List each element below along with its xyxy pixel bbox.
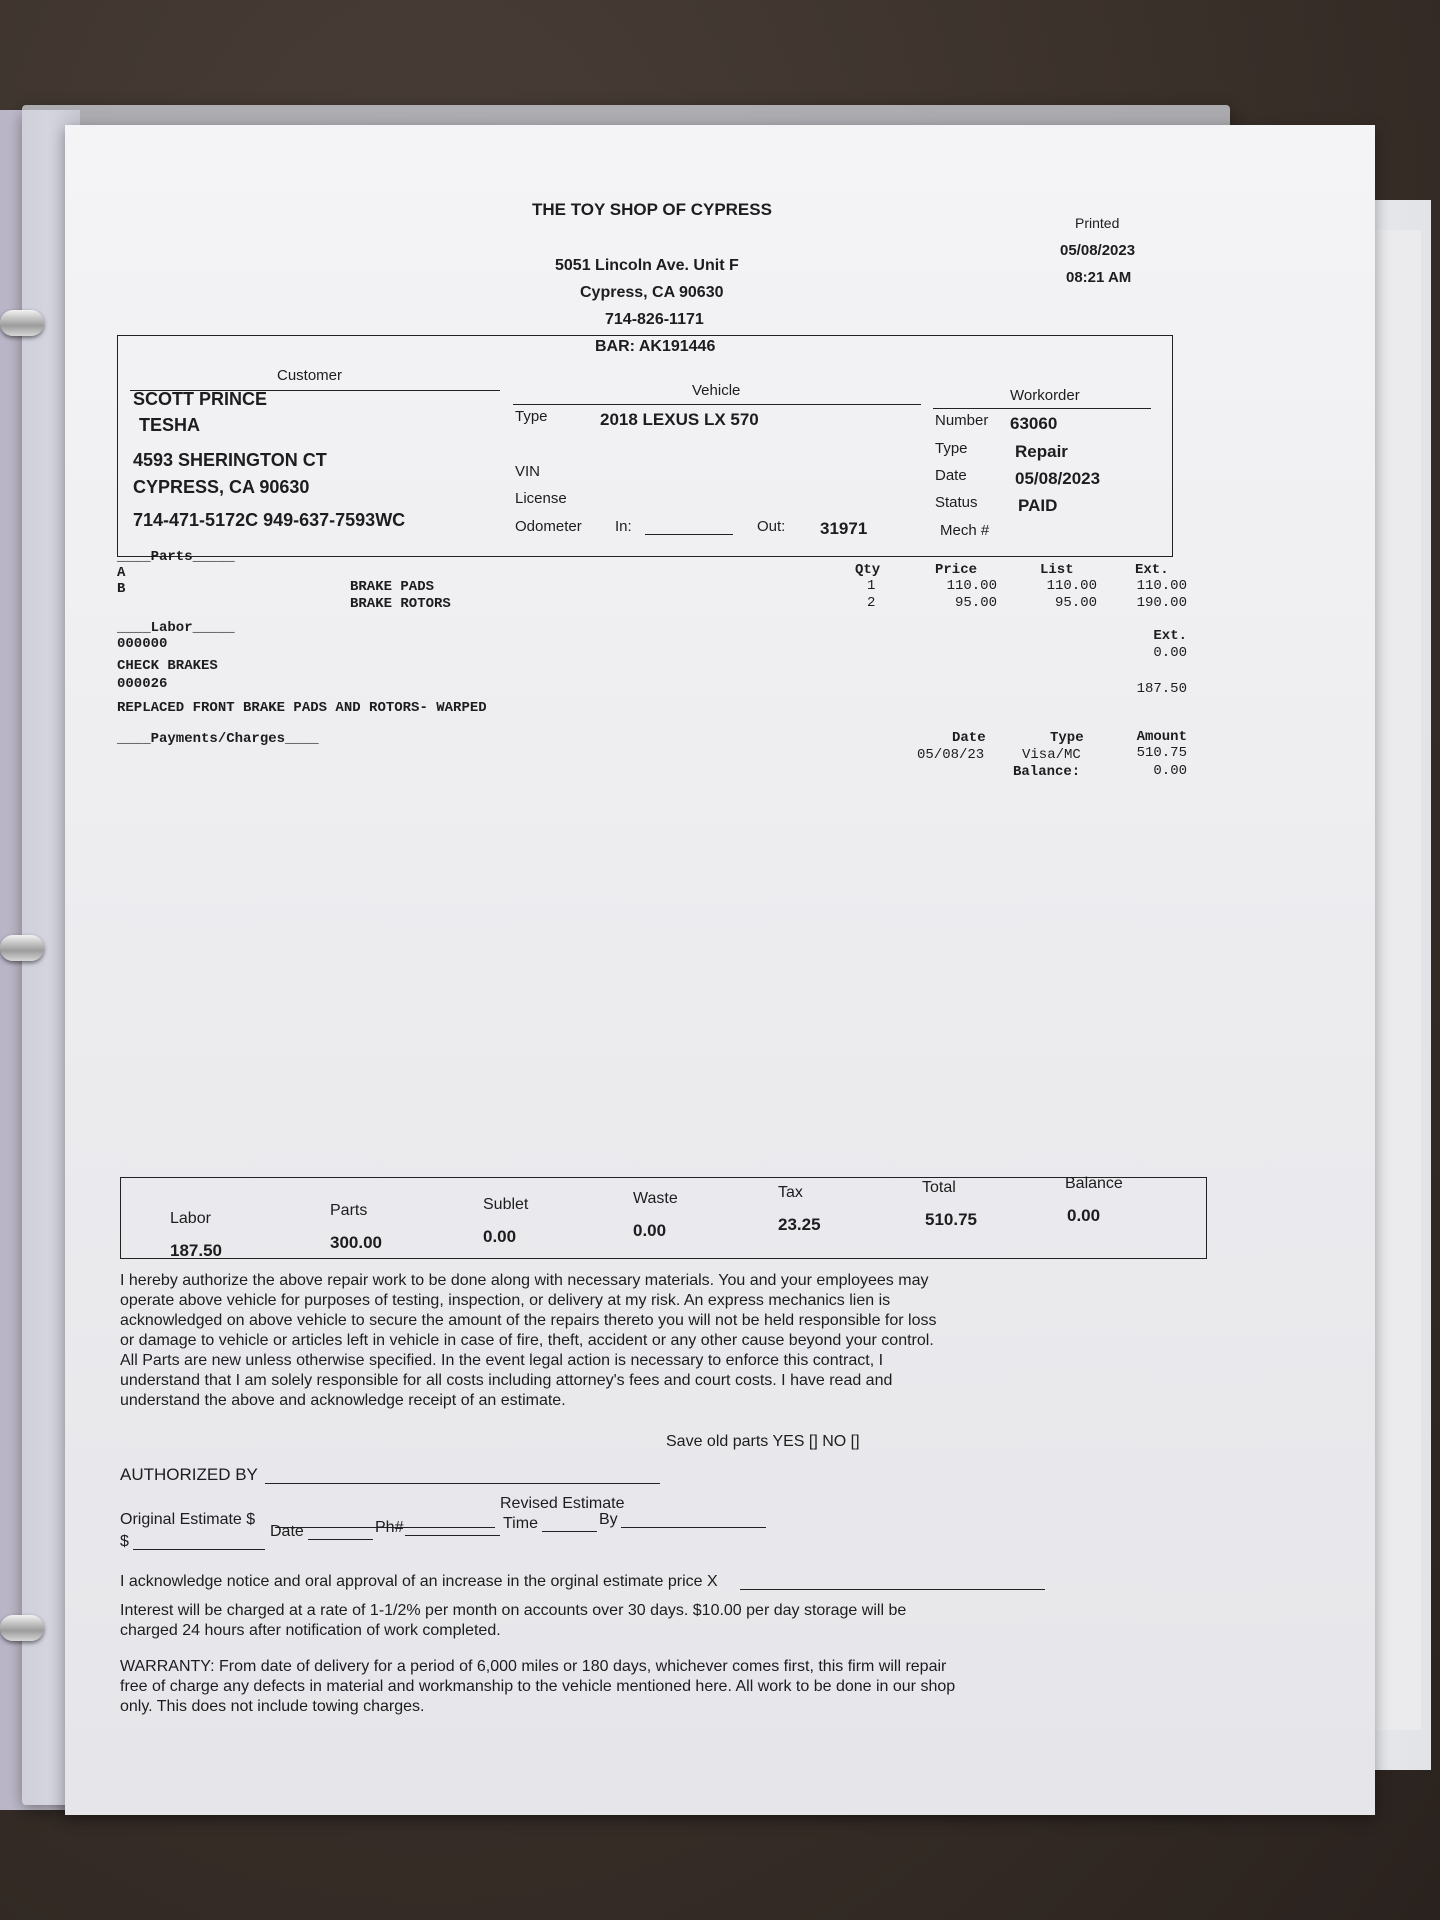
payment-amount: 510.75	[1136, 745, 1187, 761]
acknowledge-signature-line[interactable]	[740, 1589, 1045, 1590]
totals-waste-value: 0.00	[633, 1221, 667, 1240]
totals-labor-label: Labor	[170, 1210, 211, 1227]
payment-balance-label: Balance:	[1013, 764, 1081, 780]
shop-name: THE TOY SHOP OF CYPRESS	[532, 200, 772, 219]
totals-sublet-label: Sublet	[483, 1196, 529, 1213]
phone-blank[interactable]	[405, 1535, 500, 1536]
shop-bar-number: BAR: AK191446	[595, 338, 716, 355]
totals-tax-value: 23.25	[778, 1215, 821, 1234]
date-blank[interactable]	[308, 1539, 373, 1540]
odometer-label: Odometer	[515, 518, 582, 535]
binder-ring	[0, 1615, 44, 1641]
revised-dollar: $	[120, 1533, 129, 1550]
mech-label: Mech #	[940, 522, 990, 539]
labor-col-ext: Ext.	[1153, 628, 1187, 644]
odometer-in-label: In:	[615, 518, 632, 535]
customer-name2: TESHA	[139, 415, 201, 435]
binder-ring	[0, 935, 44, 961]
phone-label: Ph#	[375, 1519, 404, 1536]
payment-col-amount: Amount	[1136, 729, 1187, 745]
original-estimate-label: Original Estimate $	[120, 1511, 256, 1528]
payment-col-type: Type	[1050, 730, 1084, 746]
part-list: 110.00	[1046, 578, 1097, 594]
legal-line: free of charge any defects in material and workmanship to the vehicle mentioned here. All work to be done in our shop	[120, 1678, 956, 1695]
interest-text	[120, 1601, 1020, 1641]
authorized-by-signature-line[interactable]	[265, 1483, 660, 1484]
payment-balance: 0.00	[1153, 763, 1187, 779]
customer-street: 4593 SHERINGTON CT	[133, 450, 327, 470]
part-desc: BRAKE PADS	[350, 579, 435, 595]
shop-address-line2: Cypress, CA 90630	[580, 284, 724, 301]
date-label: Date	[270, 1523, 304, 1540]
totals-waste-label: Waste	[633, 1190, 678, 1207]
legal-line: acknowledged on above vehicle to secure the amount of the repairs thereto you will not be held responsible for loss	[120, 1312, 937, 1329]
printed-time: 08:21 AM	[1066, 269, 1132, 286]
save-old-parts: Save old parts YES [] NO []	[666, 1433, 860, 1450]
odometer-out: 31971	[820, 519, 868, 538]
part-price: 110.00	[946, 578, 997, 594]
part-qty: 2	[867, 595, 876, 611]
totals-labor-value: 187.50	[170, 1241, 222, 1260]
legal-line: operate above vehicle for purposes of testing, inspection, or delivery at my risk. An express mechanics lien is	[120, 1292, 891, 1309]
payments-heading: ____Payments/Charges____	[117, 731, 319, 747]
col-ext: Ext.	[1135, 562, 1169, 578]
workorder-type-label: Type	[935, 440, 968, 457]
labor-desc: REPLACED FRONT BRAKE PADS AND ROTORS- WARPED	[117, 700, 487, 716]
payment-col-date: Date	[952, 730, 986, 746]
vehicle-heading: Vehicle	[692, 382, 741, 399]
printed-label: Printed	[1075, 215, 1120, 231]
labor-desc: CHECK BRAKES	[117, 658, 218, 674]
acknowledge-text: I acknowledge notice and oral approval of an increase in the orginal estimate price X	[120, 1573, 718, 1590]
workorder-heading: Workorder	[1010, 387, 1080, 404]
odometer-out-label: Out:	[757, 518, 786, 535]
legal-line: Interest will be charged at a rate of 1-1/2% per month on accounts over 30 days. $10.00 per day storage will be	[120, 1602, 907, 1619]
divider	[513, 404, 921, 405]
labor-ext: 0.00	[1153, 645, 1187, 661]
legal-line: WARRANTY: From date of delivery for a period of 6,000 miles or 180 days, whichever comes first, this firm will repair	[120, 1658, 947, 1675]
workorder-number-label: Number	[935, 412, 989, 429]
invoice-page	[65, 125, 1375, 1815]
labor-code: 000000	[117, 636, 168, 652]
totals-sublet-value: 0.00	[483, 1227, 517, 1246]
binder-ring	[0, 310, 44, 336]
authorization-text	[120, 1271, 1020, 1411]
workorder-number: 63060	[1010, 414, 1058, 433]
col-price: Price	[935, 562, 978, 578]
labor-ext: 187.50	[1136, 681, 1187, 697]
by-label: By	[599, 1511, 618, 1528]
totals-total-label: Total	[922, 1179, 956, 1196]
totals-parts-label: Parts	[330, 1202, 368, 1219]
legal-line: I hereby authorize the above repair work to be done along with necessary materials. You and your employees may	[120, 1272, 929, 1289]
printed-date: 05/08/2023	[1060, 242, 1136, 259]
payment-date: 05/08/23	[917, 747, 985, 763]
totals-total-value: 510.75	[925, 1210, 977, 1229]
customer-city: CYPRESS, CA 90630	[133, 477, 310, 497]
part-code: B	[117, 581, 126, 597]
part-qty: 1	[867, 578, 876, 594]
col-qty: Qty	[855, 562, 881, 578]
totals-tax-label: Tax	[778, 1184, 803, 1201]
part-ext: 190.00	[1136, 595, 1187, 611]
workorder-type: Repair	[1015, 442, 1068, 461]
shop-address-line1: 5051 Lincoln Ave. Unit F	[555, 257, 739, 274]
legal-line: only. This does not include towing charges.	[120, 1698, 425, 1715]
odometer-in-blank	[645, 534, 733, 535]
part-ext: 110.00	[1136, 578, 1187, 594]
legal-line: or damage to vehicle or articles left in vehicle in case of fire, theft, accident or any other cause beyond your control.	[120, 1332, 934, 1349]
totals-balance-label: Balance	[1065, 1175, 1123, 1192]
by-blank[interactable]	[621, 1527, 766, 1528]
totals-parts-value: 300.00	[330, 1233, 382, 1252]
part-code: A	[117, 565, 126, 581]
shop-phone: 714-826-1171	[605, 311, 704, 328]
vin-label: VIN	[515, 463, 541, 480]
part-desc: BRAKE ROTORS	[350, 596, 451, 612]
workorder-status: PAID	[1018, 496, 1058, 515]
workorder-date-label: Date	[935, 467, 967, 484]
legal-line: understand the above and acknowledge receipt of an estimate.	[120, 1392, 566, 1409]
legal-line: All Parts are new unless otherwise specified. In the event legal action is necessary to enforce this contract, I	[120, 1352, 884, 1369]
parts-heading: ____Parts_____	[117, 549, 235, 565]
totals-balance-value: 0.00	[1067, 1206, 1101, 1225]
revised-amount-blank[interactable]	[133, 1549, 265, 1550]
time-blank[interactable]	[542, 1531, 597, 1532]
col-list: List	[1040, 562, 1074, 578]
license-label: License	[515, 490, 567, 507]
warranty-text	[120, 1657, 1020, 1717]
time-label: Time	[503, 1515, 538, 1532]
divider	[933, 408, 1151, 409]
payment-type: Visa/MC	[1022, 747, 1081, 763]
customer-name: SCOTT PRINCE	[133, 389, 268, 409]
labor-code: 000026	[117, 676, 168, 692]
legal-line: understand that I am solely responsible for all costs including attorney's fees and court costs. I have read and	[120, 1372, 893, 1389]
revised-estimate-label: Revised Estimate	[500, 1495, 625, 1512]
vehicle-type: 2018 LEXUS LX 570	[600, 410, 759, 429]
legal-line: charged 24 hours after notification of work completed.	[120, 1622, 501, 1639]
customer-phones: 714-471-5172C 949-637-7593WC	[133, 510, 406, 530]
workorder-status-label: Status	[935, 494, 978, 511]
workorder-date: 05/08/2023	[1015, 469, 1101, 488]
part-list: 95.00	[1054, 595, 1097, 611]
part-price: 95.00	[954, 595, 997, 611]
authorized-by-label: AUTHORIZED BY	[120, 1465, 258, 1484]
labor-heading: ____Labor_____	[117, 620, 235, 636]
vehicle-type-label: Type	[515, 408, 548, 425]
customer-heading: Customer	[277, 367, 343, 384]
